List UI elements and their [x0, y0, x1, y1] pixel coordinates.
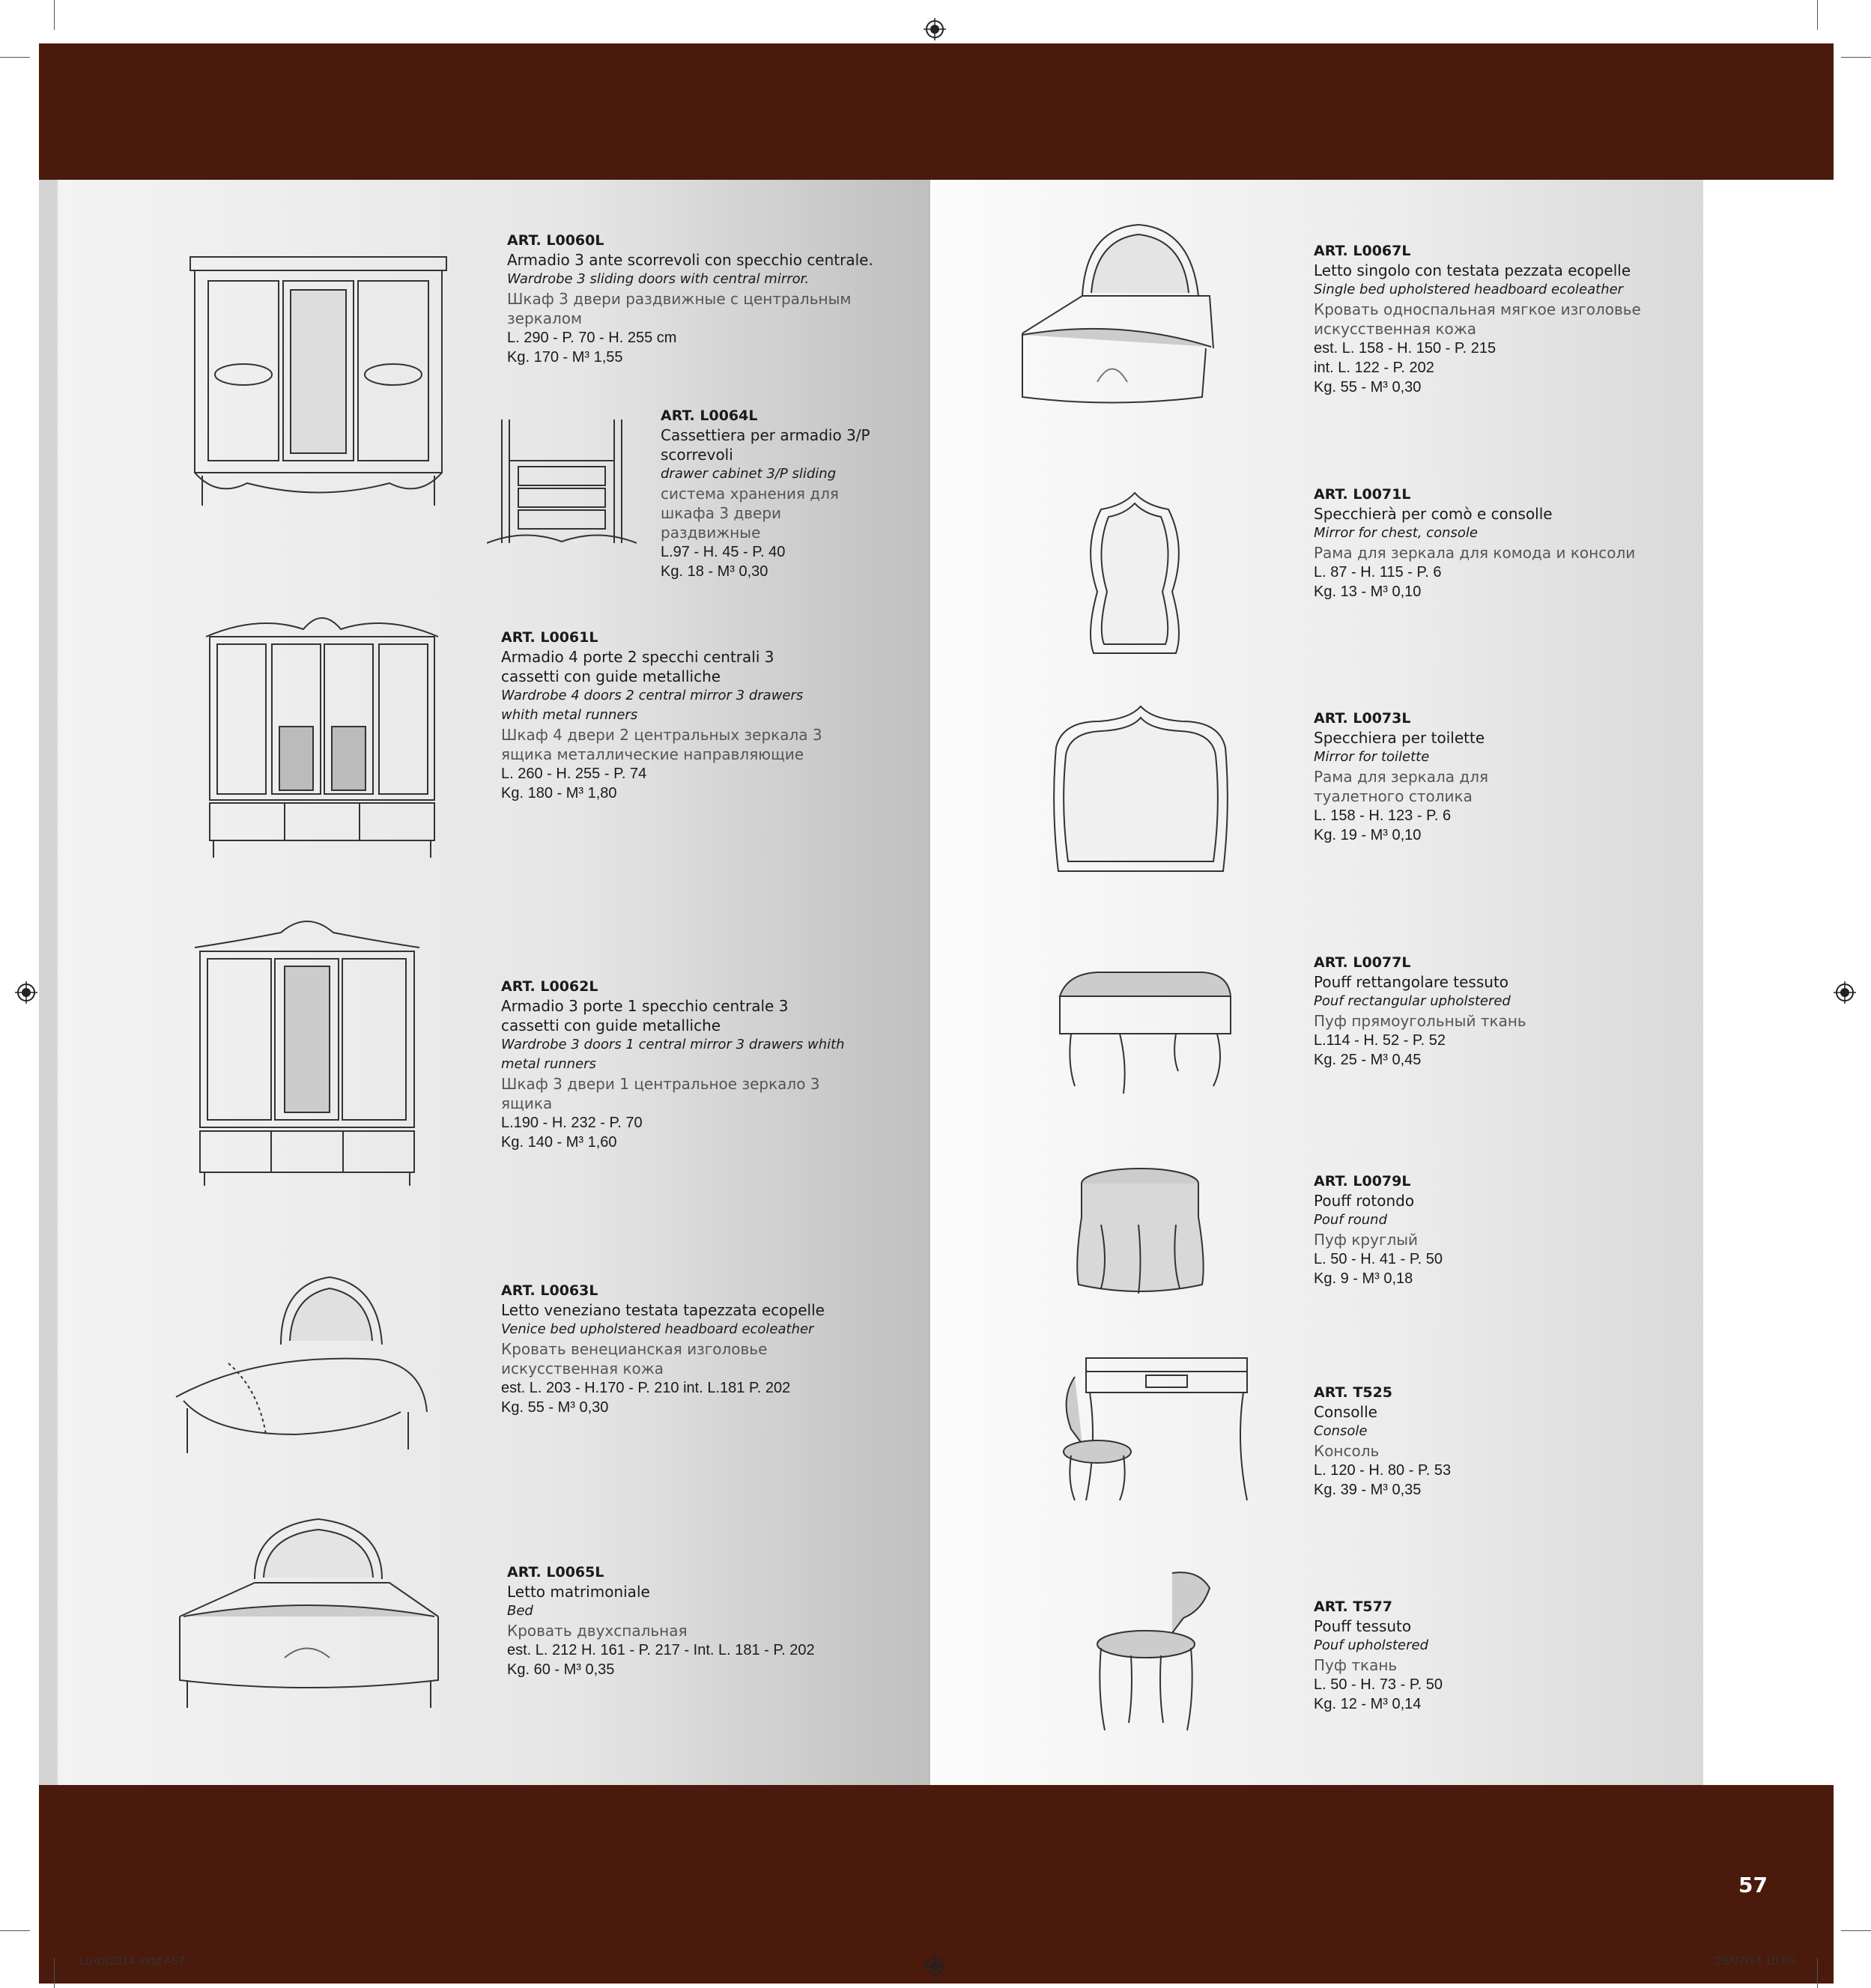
- registration-mark-icon: [15, 981, 37, 1004]
- wardrobe-sliding-illustration: [187, 251, 449, 513]
- desc-russian: Шкаф 4 двери 2 центральных зеркала 3 ящика металлические направляющие: [501, 726, 822, 763]
- desc-italian: Armadio 4 porte 2 specchi centrali 3 cassetti con guide metalliche: [501, 648, 774, 685]
- dimensions: est. L. 212 H. 161 - P. 217 - Int. L. 181 - P. 202: [507, 1642, 815, 1658]
- weight-volume: Kg. 140 - M³ 1,60: [501, 1134, 617, 1151]
- weight-volume: Kg. 18 - M³ 0,30: [661, 563, 768, 580]
- desc-italian: Pouff tessuto: [1314, 1617, 1412, 1635]
- desc-english: Pouf upholstered: [1314, 1637, 1428, 1653]
- crop-mark: [54, 0, 55, 30]
- registration-mark-icon: [924, 1955, 946, 1978]
- dimensions: L. 87 - H. 115 - P. 6: [1314, 564, 1442, 581]
- desc-italian: Letto matrimoniale: [507, 1583, 650, 1601]
- weight-volume: Kg. 39 - M³ 0,35: [1314, 1482, 1422, 1498]
- drawer-cabinet-illustration: [487, 416, 637, 547]
- double-bed-illustration: [172, 1512, 446, 1714]
- top-brown-band: [39, 43, 1834, 180]
- desc-russian: Консоль: [1314, 1442, 1380, 1460]
- art-code: ART. L0062L: [501, 978, 598, 995]
- crop-mark: [0, 1930, 30, 1931]
- product-card-l0073l: [1314, 709, 1508, 845]
- upholstered-pouf-chair-illustration: [1090, 1566, 1217, 1734]
- desc-russian: Шкаф 3 двери 1 центральное зеркало 3 ящика: [501, 1075, 820, 1112]
- dimensions: L. 260 - H. 255 - P. 74: [501, 766, 647, 782]
- desc-english: Wardrobe 4 doors 2 central mirror 3 drawers whith metal runners: [501, 688, 804, 723]
- weight-volume: Kg. 25 - M³ 0,45: [1314, 1052, 1422, 1068]
- desc-english: Pouf rectangular upholstered: [1314, 993, 1511, 1009]
- desc-italian: Specchiera per toilette: [1314, 729, 1485, 747]
- desc-english: Mirror for chest, console: [1314, 525, 1478, 541]
- weight-volume: Kg. 60 - M³ 0,35: [507, 1661, 615, 1678]
- desc-english: Single bed upholstered headboard ecoleather: [1314, 282, 1624, 297]
- dimensions: L. 120 - H. 80 - P. 53: [1314, 1462, 1452, 1479]
- desc-russian: система хранения для шкафа 3 двери раздвижные: [661, 485, 839, 542]
- product-card-l0062l: [501, 977, 846, 1152]
- crop-mark: [1817, 0, 1818, 30]
- dimensions: L. 158 - H. 123 - P. 6: [1314, 807, 1452, 824]
- desc-italian: Pouff rotondo: [1314, 1192, 1415, 1210]
- dimensions-internal: int. L. 122 - P. 202: [1314, 360, 1434, 376]
- page-number: 57: [1738, 1873, 1768, 1897]
- product-card-l0067l: [1314, 241, 1673, 397]
- desc-italian: Armadio 3 porte 1 specchio centrale 3 cassetti con guide metalliche: [501, 997, 789, 1034]
- dimensions: L.190 - H. 232 - P. 70: [501, 1115, 643, 1131]
- desc-russian: Рама для зеркала для комода и консоли: [1314, 544, 1636, 562]
- dimensions: L.114 - H. 52 - P. 52: [1314, 1032, 1446, 1049]
- toilette-mirror-illustration: [1047, 703, 1234, 875]
- art-code: ART. L0071L: [1314, 486, 1411, 503]
- crop-mark: [0, 57, 30, 58]
- dimensions: est. L. 203 - H.170 - P. 210 int. L.181 P. 202: [501, 1380, 791, 1396]
- desc-italian: Consolle: [1314, 1403, 1377, 1421]
- footer-file: Luxor2014.indd A57: [79, 1955, 186, 1968]
- weight-volume: Kg. 55 - M³ 0,30: [501, 1399, 609, 1416]
- rectangular-pouf-illustration: [1052, 966, 1236, 1097]
- dimensions: L.97 - H. 45 - P. 40: [661, 544, 786, 560]
- desc-english: Wardrobe 3 doors 1 central mirror 3 drawers whith metal runners: [501, 1037, 845, 1072]
- round-pouf-illustration: [1071, 1165, 1210, 1296]
- product-card-t577: [1314, 1597, 1673, 1714]
- dimensions: L. 50 - H. 73 - P. 50: [1314, 1676, 1443, 1693]
- art-code: ART. L0079L: [1314, 1173, 1411, 1190]
- registration-mark-icon: [1834, 981, 1856, 1004]
- desc-russian: Кровать двухспальная: [507, 1622, 688, 1640]
- desc-english: drawer cabinet 3/P sliding: [661, 466, 837, 482]
- art-code: ART. L0063L: [501, 1282, 598, 1299]
- desc-english: Pouf round: [1314, 1212, 1387, 1228]
- crop-mark: [1841, 57, 1871, 58]
- product-card-l0064l: [661, 406, 885, 581]
- art-code: ART. L0065L: [507, 1564, 604, 1581]
- art-code: ART. T577: [1314, 1598, 1393, 1615]
- console-with-chair-illustration: [1056, 1354, 1251, 1504]
- art-code: ART. L0067L: [1314, 243, 1411, 259]
- single-bed-illustration: [1015, 221, 1225, 412]
- art-code: ART. L0073L: [1314, 710, 1411, 727]
- weight-volume: Kg. 12 - M³ 0,14: [1314, 1696, 1422, 1712]
- art-code: ART. L0064L: [661, 407, 758, 424]
- desc-russian: Пуф прямоугольный ткань: [1314, 1012, 1526, 1030]
- desc-english: Venice bed upholstered headboard ecoleather: [501, 1321, 814, 1337]
- desc-italian: Pouff rettangolare tessuto: [1314, 973, 1509, 991]
- product-card-l0061l: [501, 628, 831, 803]
- desc-italian: Letto veneziano testata tapezzata ecopelle: [501, 1301, 825, 1319]
- desc-russian: Пуф круглый: [1314, 1231, 1419, 1249]
- product-card-l0071l: [1314, 485, 1673, 601]
- dimensions: L. 290 - P. 70 - H. 255 cm: [507, 330, 677, 346]
- desc-english: Mirror for toilette: [1314, 749, 1430, 765]
- venice-bed-illustration: [169, 1262, 438, 1461]
- weight-volume: Kg. 180 - M³ 1,80: [501, 785, 617, 801]
- weight-volume: Kg. 19 - M³ 0,10: [1314, 827, 1422, 843]
- desc-italian: Armadio 3 ante scorrevoli con specchio centrale.: [507, 251, 873, 269]
- desc-russian: Кровать венецианская изголовье искусственная кожа: [501, 1340, 768, 1378]
- product-card-l0060l: [507, 231, 927, 367]
- desc-english: Wardrobe 3 sliding doors with central mirror.: [507, 271, 810, 287]
- art-code: ART. L0060L: [507, 232, 604, 249]
- desc-russian: Кровать односпальная мягкое изголовье искусственная кожа: [1314, 300, 1641, 338]
- registration-mark-icon: [924, 18, 946, 40]
- product-card-t525: [1314, 1383, 1673, 1500]
- weight-volume: Kg. 170 - M³ 1,55: [507, 349, 623, 366]
- weight-volume: Kg. 9 - M³ 0,18: [1314, 1270, 1413, 1287]
- crop-mark: [1841, 1930, 1871, 1931]
- desc-english: Bed: [507, 1603, 533, 1619]
- footer-datetime: 26/07/14 10:56: [1715, 1955, 1795, 1968]
- chest-mirror-illustration: [1079, 487, 1191, 659]
- product-card-l0063l: [501, 1281, 876, 1417]
- dimensions: est. L. 158 - H. 150 - P. 215: [1314, 340, 1497, 357]
- wardrobe-4-doors-illustration: [198, 607, 446, 861]
- weight-volume: Kg. 13 - M³ 0,10: [1314, 584, 1422, 600]
- art-code: ART. L0077L: [1314, 954, 1411, 971]
- crop-mark: [54, 1958, 55, 1988]
- product-card-l0079l: [1314, 1172, 1673, 1288]
- crop-mark: [1817, 1958, 1818, 1988]
- art-code: ART. L0061L: [501, 629, 598, 646]
- desc-russian: Шкаф 3 двери раздвижные с центральным зеркалом: [507, 290, 852, 327]
- product-card-l0065l: [507, 1563, 897, 1679]
- desc-english: Console: [1314, 1423, 1368, 1439]
- weight-volume: Kg. 55 - M³ 0,30: [1314, 379, 1422, 396]
- desc-russian: Рама для зеркала для туалетного столика: [1314, 768, 1489, 805]
- art-code: ART. T525: [1314, 1384, 1393, 1401]
- dimensions: L. 50 - H. 41 - P. 50: [1314, 1251, 1443, 1267]
- desc-italian: Cassettiera per armadio 3/P scorrevoli: [661, 426, 870, 464]
- desc-italian: Letto singolo con testata pezzata ecopelle: [1314, 261, 1631, 279]
- wardrobe-3-doors-illustration: [191, 910, 423, 1187]
- desc-italian: Specchierà per comò e consolle: [1314, 505, 1553, 523]
- bottom-brown-band: [39, 1785, 1834, 1984]
- desc-russian: Пуф ткань: [1314, 1656, 1398, 1674]
- product-card-l0077l: [1314, 953, 1673, 1070]
